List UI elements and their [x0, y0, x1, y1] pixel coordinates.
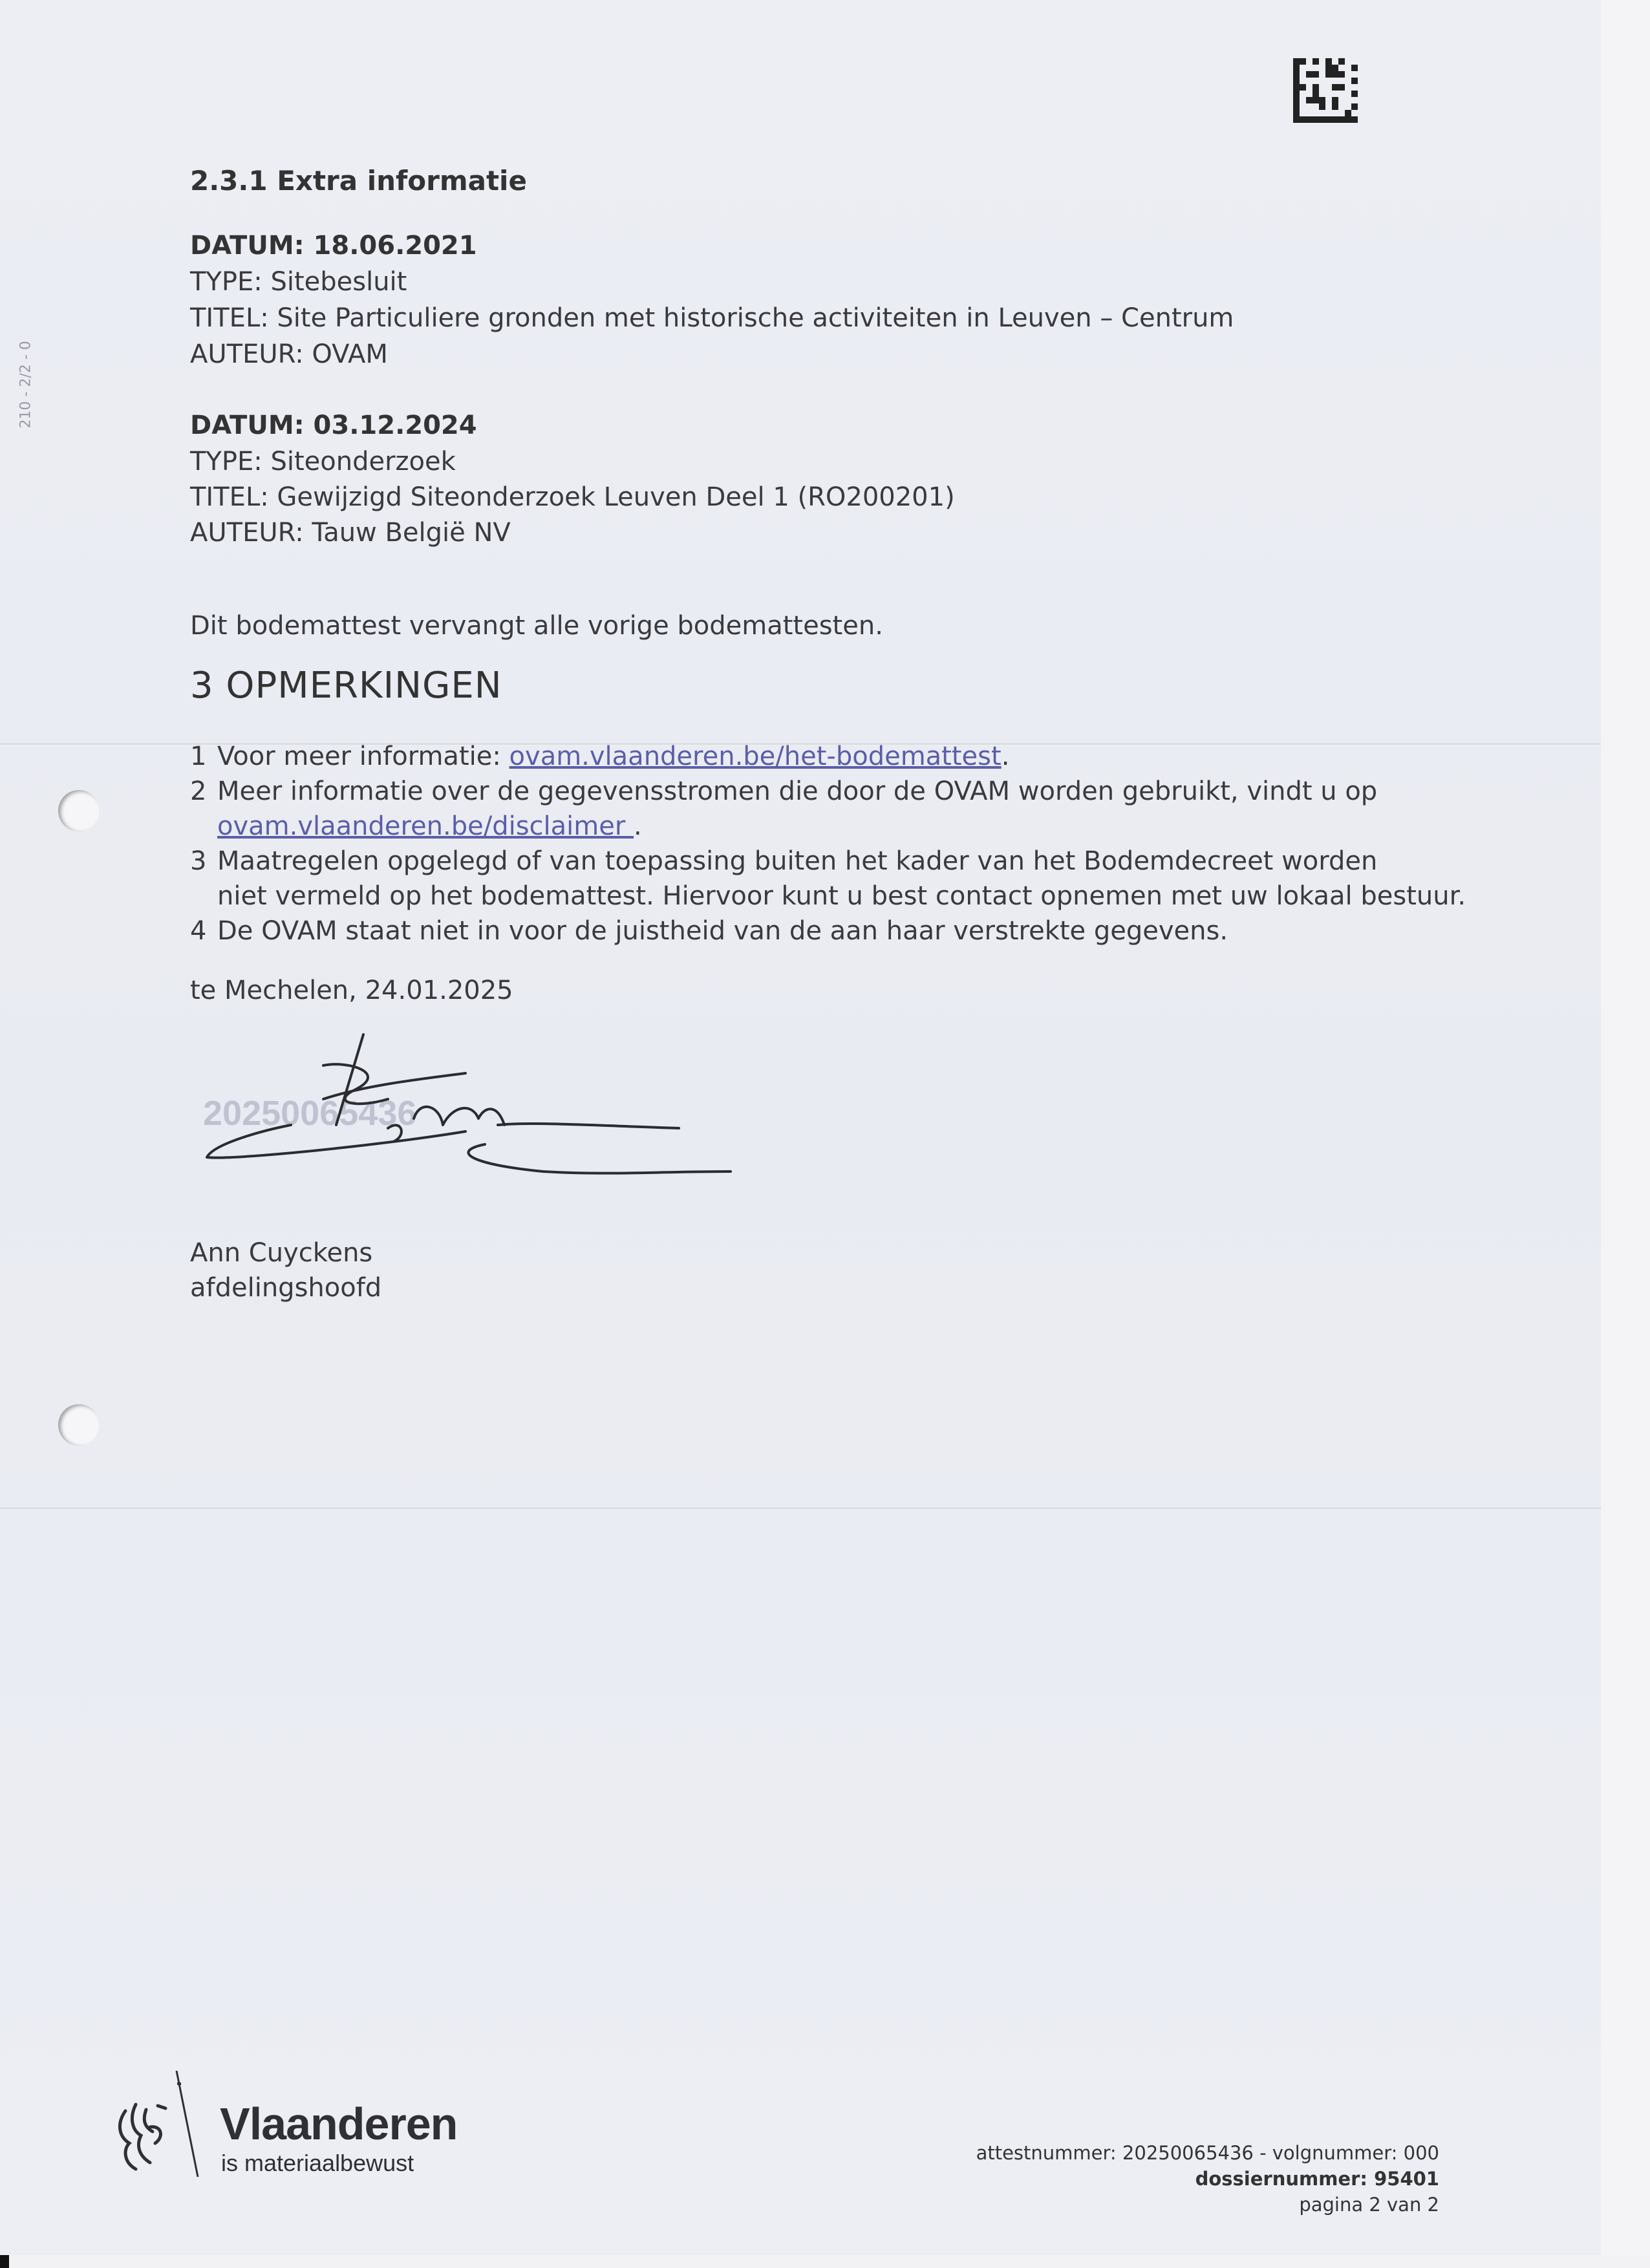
flemish-lion-icon — [110, 2066, 181, 2182]
logo-tagline: is materiaalbewust — [221, 2150, 414, 2176]
remark-3: 3 Maatregelen opgelegd of van toepassing buiten het kader van het Bodemdecreet worden — [190, 846, 1378, 876]
logo-wordmark: Vlaanderen — [220, 2099, 458, 2149]
scan-artifact — [0, 2255, 9, 2268]
remark-3-continued: niet vermeld op het bodemattest. Hiervoor kunt u best contact opnemen met uw lokaal bestuur. — [217, 881, 1466, 911]
remark-2-link[interactable]: ovam.vlaanderen.be/disclaimer — [217, 811, 634, 841]
entry-2-type: TYPE: Siteonderzoek — [190, 447, 456, 476]
page-number: pagina 2 van 2 — [1299, 2194, 1439, 2216]
signatory-name: Ann Cuyckens — [190, 1238, 373, 1268]
remarks-heading: 3 OPMERKINGEN — [190, 665, 502, 707]
signatory-role: afdelingshoofd — [190, 1273, 382, 1303]
entry-2-datum: DATUM: 03.12.2024 — [190, 411, 477, 440]
entry-2-auteur: AUTEUR: Tauw België NV — [190, 518, 511, 548]
entry-1-datum: DATUM: 18.06.2021 — [190, 231, 477, 261]
scan-edge — [1601, 0, 1650, 2268]
entry-1-auteur: AUTEUR: OVAM — [190, 339, 388, 369]
punch-hole — [58, 790, 100, 831]
remark-2-continued: ovam.vlaanderen.be/disclaimer . — [217, 811, 642, 841]
logo-divider — [175, 2066, 200, 2182]
signature-stamp: 20250065436 — [203, 1094, 417, 1133]
entry-1-type: TYPE: Sitebesluit — [190, 267, 407, 297]
vlaanderen-logo — [110, 2066, 472, 2182]
fold-line — [0, 1508, 1601, 1510]
entry-1-titel: TITEL: Site Particuliere gronden met historische activiteiten in Leuven – Centrum — [190, 303, 1234, 333]
place-date: te Mechelen, 24.01.2025 — [190, 976, 513, 1005]
section-heading: 2.3.1 Extra informatie — [190, 165, 527, 197]
remark-1-link[interactable]: ovam.vlaanderen.be/het-bodemattest — [509, 742, 1002, 771]
scan-edge — [0, 2255, 1650, 2268]
footer — [976, 2140, 1439, 2218]
remark-2: 2 Meer informatie over de gegevensstromen die door de OVAM worden gebruikt, vindt u op — [190, 776, 1378, 806]
punch-hole — [58, 1404, 100, 1446]
signature — [194, 1028, 750, 1190]
remark-4: 4 De OVAM staat niet in voor de juistheid van de aan haar verstrekte gegevens. — [190, 916, 1228, 946]
dossier-number: dossiernummer: 95401 — [1195, 2168, 1439, 2190]
side-code: 210 - 2/2 - 0 — [17, 341, 34, 429]
replaces-note: Dit bodemattest vervangt alle vorige bodemattesten. — [190, 611, 883, 641]
remark-1: 1 Voor meer informatie: ovam.vlaanderen.be/het-bodemattest. — [190, 742, 1010, 771]
attest-number: attestnummer: 20250065436 - volgnummer: 000 — [976, 2142, 1439, 2164]
entry-2-titel: TITEL: Gewijzigd Siteonderzoek Leuven Deel 1 (RO200201) — [190, 482, 955, 512]
datamatrix-code-icon — [1293, 58, 1358, 123]
